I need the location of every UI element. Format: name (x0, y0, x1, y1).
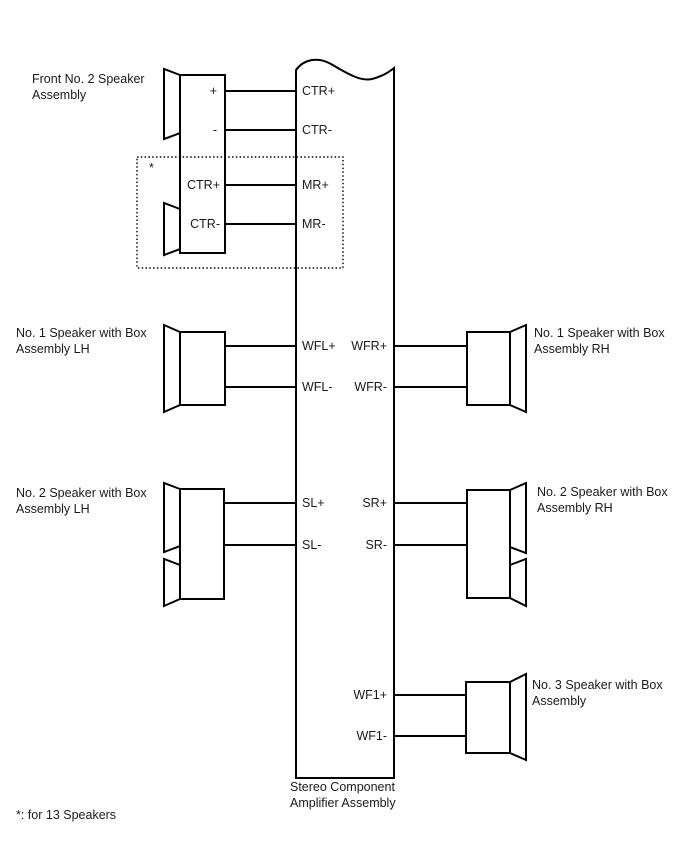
no2-lh-speaker-label-line2: Assembly LH (16, 502, 90, 516)
no1-lh-speaker-cone (164, 325, 180, 412)
amp-terminal-wfr-minus: WFR- (354, 380, 387, 394)
amplifier-label-line1: Stereo Component (290, 780, 395, 794)
amp-terminal-sl-minus: SL- (302, 538, 322, 552)
amplifier-box (296, 60, 394, 778)
no2-lh-speaker-box (180, 489, 224, 599)
no1-rh-speaker-label-line1: No. 1 Speaker with Box (534, 326, 665, 340)
front-no2-terminal-ctr-plus: CTR+ (187, 178, 220, 192)
amp-terminal-mr-plus: MR+ (302, 178, 329, 192)
no2-lh-speaker-cone-bottom (164, 559, 180, 606)
amp-terminal-ctr-minus: CTR- (302, 123, 332, 137)
no3-speaker-box (466, 682, 510, 753)
amp-terminal-ctr-plus: CTR+ (302, 84, 335, 98)
no3-speaker-label-line1: No. 3 Speaker with Box (532, 678, 663, 692)
amp-terminal-wfl-plus: WFL+ (302, 339, 336, 353)
amp-terminal-sr-plus: SR+ (362, 496, 387, 510)
amplifier-label-line2: Amplifier Assembly (290, 796, 396, 810)
no2-rh-speaker-label-line2: Assembly RH (537, 501, 613, 515)
front-no2-speaker-label-line2: Assembly (32, 88, 87, 102)
amp-terminal-sl-plus: SL+ (302, 496, 325, 510)
front-no2-speaker-label-line1: Front No. 2 Speaker (32, 72, 145, 86)
front-no2-terminal-minus: - (212, 123, 217, 137)
amp-terminal-wfr-plus: WFR+ (351, 339, 387, 353)
no1-rh-speaker-label-line2: Assembly RH (534, 342, 610, 356)
front-no2-terminal-ctr-minus: CTR- (190, 217, 220, 231)
no2-rh-speaker-cone-bottom (510, 559, 526, 606)
no2-rh-speaker-label-line1: No. 2 Speaker with Box (537, 485, 668, 499)
no2-lh-speaker-cone-top (164, 483, 180, 552)
no1-rh-speaker-box (467, 332, 510, 405)
no1-rh-speaker-cone (510, 325, 526, 412)
no2-lh-speaker-label-line1: No. 2 Speaker with Box (16, 486, 147, 500)
option-asterisk-marker: * (149, 161, 154, 175)
front-no2-terminal-plus: + (209, 84, 217, 98)
amp-terminal-sr-minus: SR- (365, 538, 387, 552)
no2-rh-speaker-box (467, 490, 510, 598)
no3-speaker-cone (510, 674, 526, 760)
no3-speaker-label-line2: Assembly (532, 694, 587, 708)
footnote-text: *: for 13 Speakers (16, 808, 117, 822)
amp-terminal-wf1-minus: WF1- (356, 729, 387, 743)
amp-terminal-wfl-minus: WFL- (302, 380, 333, 394)
no2-rh-speaker-cone-top (510, 483, 526, 553)
no1-lh-speaker-box (180, 332, 225, 405)
amp-terminal-wf1-plus: WF1+ (353, 688, 387, 702)
no1-lh-speaker-label-line1: No. 1 Speaker with Box (16, 326, 147, 340)
front-no2-speaker-cone-top (164, 69, 180, 139)
no1-lh-speaker-label-line2: Assembly LH (16, 342, 90, 356)
front-no2-speaker-cone-bottom (164, 203, 180, 255)
amp-terminal-mr-minus: MR- (302, 217, 326, 231)
